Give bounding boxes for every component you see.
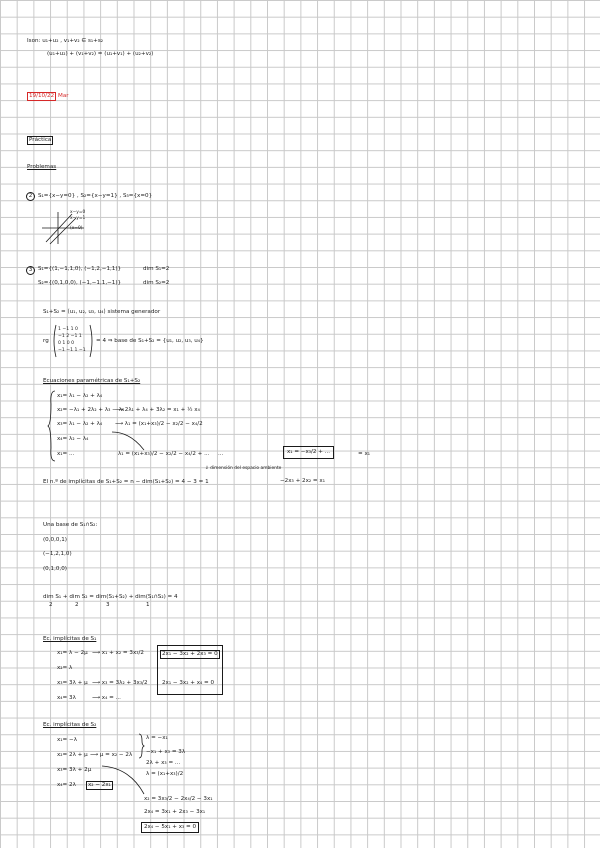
impl-s2-right-3: 2λ + x₃ = ...: [146, 760, 181, 766]
impl-s1-arrow-1: ⟶ x₁ + x₂ = 3x₃/2: [92, 650, 144, 656]
impl-s1-arrow-2: ⟶ x₃ = 3λ₂ + 3x₃/2: [92, 680, 148, 686]
matrix-row-1: 1 −1 1 0: [58, 327, 78, 332]
impl-s1-title: Ec. implícitas de S₁: [43, 636, 97, 642]
base-item-1: (0,0,0,1): [43, 537, 67, 543]
p2-s2: S₂={(0,1,0,0), (−1,−1,1,−1)}: [38, 280, 122, 286]
p2-sum: S₁+S₂ = ⟨u₁, u₂, u₃, u₄⟩ sistema generador: [43, 309, 161, 315]
impl-s1-row-2: x₂= λ: [57, 665, 73, 671]
matrix-suffix: = 4 ⇒ base de S₁+S₂ = {u₁, u₂, u₃, u₄}: [96, 338, 204, 344]
impl-s2-mid-box: x₂ − 2x₁: [88, 782, 111, 788]
param-row-5: x₁= ...: [57, 451, 75, 457]
impl-s2-curve-arrow: [100, 764, 150, 798]
impl-s1-row-3: x₃= 3λ + μ: [57, 680, 88, 686]
impl-s2-arrow-1: ⟶ μ = x₂ − 2λ: [90, 752, 133, 758]
impl-s2-row-3: x₃= 3λ + 2μ: [57, 767, 92, 773]
matrix-row-2: −1 2 −1 1: [58, 334, 82, 339]
param-result-box: x₁ = −x₃/2 + ...: [283, 446, 334, 459]
param-note: ⇓ dimensión del espacio ambiente: [205, 466, 282, 471]
impl-s1-box-1: 2x₁ − 3x₂ + 2x₃ = 0: [162, 651, 218, 657]
base-title: Una base de S₁∩S₂:: [43, 522, 98, 528]
impl-s2-row-2: x₂= 2λ + μ: [57, 752, 88, 758]
impl-s2-right-2: −x₁ + x₃ = 3λ: [146, 749, 186, 755]
param-derive-4: ...: [218, 451, 224, 457]
param-derive-1: ⟶ 2λ₁ + λ₄ + 3λ₂ = x₁ + ½ x₄: [115, 407, 200, 413]
p1-statement: S₁={x−y=0} , S₂={x−y=1} , S₃={x=0}: [38, 193, 153, 199]
param-brace: [48, 390, 56, 462]
matrix-row-3: 0 1 0 0: [58, 341, 75, 346]
impl-s2-right-1: λ = −x₁: [146, 735, 168, 741]
date-day: Mar: [58, 93, 69, 99]
header-line-1: Ison: u₁+u₂ , v₁+v₂ ∈ s₁+s₂: [27, 38, 104, 44]
impl-s1-arrow-3: ⟶ x₄ = ...: [92, 695, 121, 701]
param-eq-tail: −2x₃ + 2x₂ = x₁: [280, 478, 325, 484]
dims-line: dim S₁ + dim S₂ = dim(S₁+S₂) + dim(S₁∩S₂) = 4: [43, 594, 178, 600]
dims-under-2: 2: [75, 602, 79, 608]
impl-s2-final-box: 2x₄ − 5x₁ + x₃ = 0: [141, 822, 199, 833]
param-curve-arrow: [110, 430, 150, 454]
section-label: Práctica: [29, 137, 52, 143]
impl-s2-brace: [138, 733, 144, 759]
impl-s2-bottom-2: 2x₄ = 3x₁ + 2x₃ − 3x₁: [144, 809, 206, 815]
param-title: Ecuaciones paramétricas de S₁+S₂: [43, 378, 141, 384]
matrix-prefix: rg: [43, 338, 49, 344]
p1-label-1: x−y=0: [70, 210, 86, 215]
date-box: 19/10/22: [29, 93, 55, 99]
header-line-2: (u₁+u₂) + (v₁+v₂) = (u₁+v₁) + (u₂+v₂): [47, 51, 154, 57]
impl-s2-bottom-1: x₂ = 3x₃/2 − 2x₄/2 − 3x₁: [144, 796, 213, 802]
impl-s2-row-4: x₄= 2λ: [57, 782, 76, 788]
base-item-3: (0,1,0,0): [43, 566, 67, 572]
matrix-row-4: −1 −1 1 −1: [58, 348, 86, 353]
p2-s1-dim: dim S₁=2: [143, 266, 170, 272]
param-derive-3: λ₁ = (x₁+x₃)/2 − x₂/2 − x₄/2 + ...: [118, 451, 210, 457]
param-row-1: x₁= λ₁ − λ₂ + λ₄: [57, 393, 103, 399]
impl-s2-title: Ec. implícitas de S₂: [43, 722, 97, 728]
dims-under-1: 2: [49, 602, 53, 608]
p1-label-2: x−y=1: [70, 216, 86, 221]
param-eq-end: = x₁: [358, 451, 371, 457]
p1-number: 2: [26, 192, 35, 201]
param-row-3: x₃= λ₁ − λ₂ + λ₄: [57, 421, 103, 427]
dims-under-4: 1: [146, 602, 150, 608]
impl-s1-row-1: x₁= λ − 2μ: [57, 650, 88, 656]
param-row-4: x₄= λ₂ − λ₄: [57, 436, 89, 442]
param-derive-2: ⟶ λ₁ = (x₁+x₃)/2 − x₂/2 − x₄/2: [115, 421, 203, 427]
p2-number: 3: [26, 266, 35, 275]
subsection-title: Problemas: [27, 164, 57, 170]
p2-s2-dim: dim S₂=2: [143, 280, 170, 286]
base-item-2: (−1,2,1,0): [43, 551, 72, 557]
p2-s1: S₁={(1,−1,1,0), (−1,2,−1,1)}: [38, 266, 122, 272]
impl-s2-right-4: λ = (x₁+x₃)/2: [146, 771, 184, 777]
p1-label-3: (x=0): [70, 226, 83, 231]
param-implicit: El n.º de implícitas de S₁+S₂ = n − dim(S₁+S₂) = 4 − 3 = 1: [43, 479, 209, 485]
param-row-2: x₂= −λ₁ + 2λ₂ + λ₃ − λ₄: [57, 407, 125, 413]
impl-s2-row-1: x₁= −λ: [57, 737, 78, 743]
dims-under-3: 3: [106, 602, 110, 608]
impl-s1-row-4: x₄= 3λ: [57, 695, 76, 701]
impl-s1-box-2: 2x₁ − 3x₂ + x₄ = 0: [162, 680, 215, 686]
